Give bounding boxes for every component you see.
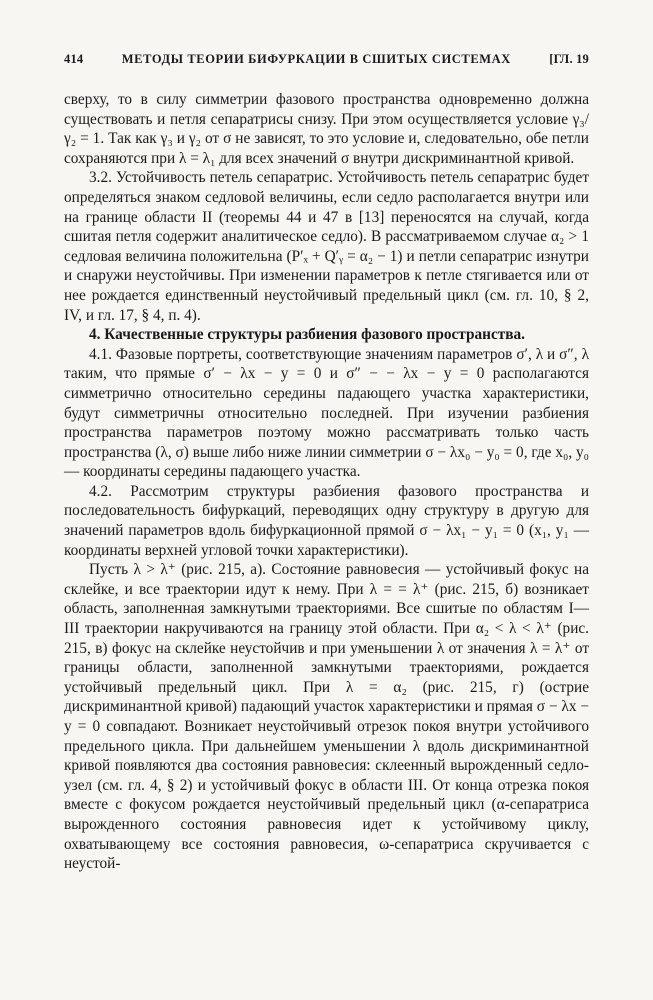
paragraph-4-2: 4.2. Рассмотрим структуры разбиения фазового пространства и последовательность бифуркаций, переводящих одну структуру в другую для значений параметров вдоль бифуркационной прямой σ − λx₁ − y₁ = 0 (x₁, y₁ — координаты верхней угловой точки характеристики). — [64, 482, 589, 559]
paragraph-3-2: 3.2. Устойчивость петель сепаратрис. Устойчивость петель сепаратрис будет определяться знаком седловой величины, если седло располагается внутри или на границе области II (теоремы 44 и 47 в [13] переносятся на случай, когда сшитая петля содержит аналитическое седло). В рассматриваемом случае α₂ > 1 седловая величина положительна (P′ₓ + Q′ᵧ = α₂ − 1) и петли сепаратрис изнутри и снаружи неустойчивы. При изменении параметров к петле стягивается или от нее рождается единственный неустойчивый предельный цикл (см. гл. 10, § 2, IV, и гл. 17, § 4, п. 4). — [64, 169, 589, 324]
running-title: МЕТОДЫ ТЕОРИИ БИФУРКАЦИИ В СШИТЫХ СИСТЕМАХ — [121, 52, 511, 66]
paragraph-4-1: 4.1. Фазовые портреты, соответствующие значениям параметров σ′, λ и σ″, λ таким, что прямые σ′ − λx − y = 0 и σ″ − − λx − y = 0 располагаются симметрично относительно середины падающего участка характеристики, будут симметричны относительно последней. При изучении разбиения пространства параметров поэтому можно рассматривать только часть пространства (λ, σ) выше либо ниже линии симметрии σ − λx₀ − y₀ = 0, где x₀, y₀ — координаты середины падающего участка. — [64, 345, 589, 481]
paragraph-continuation: сверху, то в силу симметрии фазового пространства одновременно должна существовать и петля сепаратрисы снизу. При этом осуществляется условие γ₃/γ₂ = 1. Так как γ₃ и γ₂ от σ не зависят, то это условие и, следовательно, обе петли сохраняются при λ = λ₁ для всех значений σ внутри дискриминантной кривой. — [64, 91, 589, 167]
running-header — [64, 52, 589, 67]
page-number: 414 — [64, 52, 84, 66]
paragraph-bifurcations: Пусть λ > λ⁺ (рис. 215, а). Состояние равновесия — устойчивый фокус на склейке, и все траектории идут к нему. При λ = = λ⁺ (рис. 215, б) возникает область, заполненная замкнутыми траекториями. Все сшитые по областям I—III траектории накручиваются на границу этой области. При α₂ < λ < λ⁺ (рис. 215, в) фокус на склейке неустойчив и при уменьшении λ от значения λ = λ⁺ от границы области, заполненной замкнутыми траекториями, рождается устойчивый предельный цикл. При λ = α₂ (рис. 215, г) (острие дискриминантной кривой) падающий участок характеристики и прямая σ − λx − y = 0 совпадают. Возникает неустойчивый отрезок покоя внутри устойчивого предельного цикла. При дальнейшем уменьшении λ вдоль дискриминантной кривой появляются два состояния равновесия: склеенный вырожденный седло-узел (см. гл. 4, § 2) и устойчивый фокус в области III. От конца отрезка покоя вместе с фокусом рождается неустойчивый предельный цикл (α-сепаратриса вырожденного состояния равновесия идет к устойчивому циклу, охватывающему все состояния равновесия, ω-сепаратриса скручивается с неустой- — [64, 561, 589, 873]
chapter-label: [ГЛ. 19 — [549, 52, 589, 66]
page-body — [64, 90, 589, 874]
section-heading-4: 4. Качественные структуры разбиения фазового пространства. — [89, 326, 526, 344]
